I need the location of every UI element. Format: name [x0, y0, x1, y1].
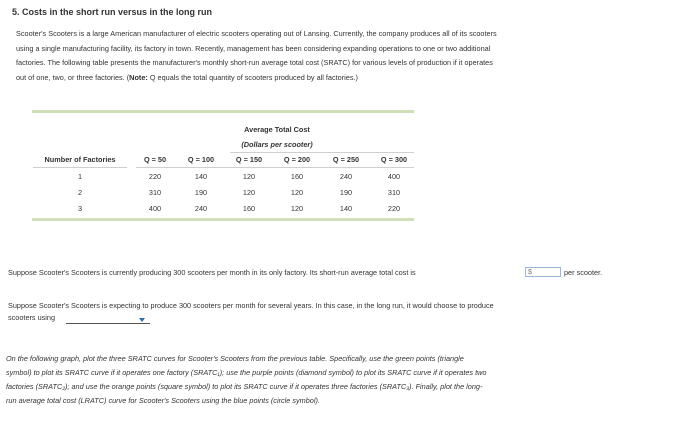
table-row-label: 3	[77, 204, 83, 213]
intro-text: Q equals the total quantity of scooters produced by all factories.)	[147, 72, 358, 82]
chevron-down-icon[interactable]	[139, 318, 145, 322]
table-cell: 190	[339, 188, 353, 197]
srac-answer-input[interactable]: $	[525, 267, 561, 277]
graph-instructions	[6, 352, 626, 408]
table-row-label: 1	[77, 172, 83, 181]
instructions-line: factories (SRATC₂); and use the orange points (square symbol) to plot its SRATC curve if it operates three factories (SRATC₃). Finally, plot the long-	[6, 382, 483, 391]
table-column-header: Q = 300	[380, 155, 408, 164]
table-cell: 190	[194, 188, 208, 197]
q1-text: Suppose Scooter's Scooters is currently producing 300 scooters per month in its only factory. Its short-run average total cost is	[8, 268, 416, 277]
table-cell: 140	[339, 204, 353, 213]
table-column-header: Q = 100	[187, 155, 215, 164]
intro-text: out of one, two, or three factories. (	[16, 72, 130, 82]
instructions-line: run average total cost (LRATC) curve for Scooter's Scooters using the blue points (circle symbol).	[6, 396, 320, 405]
table-cell: 160	[290, 172, 304, 181]
table-cell: 240	[194, 204, 208, 213]
instructions-line: symbol) to plot its SRATC curve if it operates one factory (SRATC₁); use the purple points (diamond symbol) to plot its SRATC curve if it operates two	[6, 368, 487, 377]
table-header-underline	[33, 167, 127, 168]
intro-line	[16, 71, 616, 86]
table-cell: 120	[290, 204, 304, 213]
q1-suffix: per scooter.	[564, 268, 603, 277]
table-column-header: Q = 150	[235, 155, 263, 164]
table-cell: 310	[148, 188, 162, 197]
intro-line: Scooter's Scooters is a large American manufacturer of electric scooters operating out of Lansing. Currently, the company produces all of its scooters	[16, 29, 497, 38]
table-row-label: 2	[77, 188, 83, 197]
table-cell: 400	[148, 204, 162, 213]
factories-dropdown[interactable]	[66, 313, 150, 324]
intro-line: using a single manufacturing facility, its factory in town. Recently, management has been considering expanding operations to one or two additional	[16, 43, 491, 53]
table-cell: 240	[339, 172, 353, 181]
table-cell: 120	[290, 188, 304, 197]
table-cell: 160	[242, 204, 256, 213]
note-label: Note:	[129, 72, 148, 82]
table-header-divider	[230, 152, 414, 153]
table-cell: 120	[242, 188, 256, 197]
table-group-subheader: (Dollars per scooter)	[241, 140, 313, 149]
table-top-rule	[32, 110, 414, 113]
instructions-line: On the following graph, plot the three SRATC curves for Scooter's Scooters from the previous table. Specifically, use the green points (triangle	[6, 354, 464, 363]
table-column-header: Q = 50	[143, 155, 167, 164]
table-group-header: Average Total Cost	[244, 125, 310, 134]
question-title: 5. Costs in the short run versus in the long run	[12, 7, 213, 17]
table-bottom-rule	[32, 218, 414, 221]
table-cell: 310	[387, 188, 401, 197]
table-cell: 140	[194, 172, 208, 181]
table-header-underline	[136, 167, 414, 168]
table-cell: 220	[148, 172, 162, 181]
table-column-header: Q = 250	[332, 155, 360, 164]
intro-paragraph	[16, 27, 616, 85]
table-column-header: Q = 200	[283, 155, 311, 164]
q2-text-2: scooters using	[8, 313, 56, 322]
table-cell: 220	[387, 204, 401, 213]
q2-text: Suppose Scooter's Scooters is expecting to produce 300 scooters per month for several years. In this case, in the long run, it would choose to produce	[8, 301, 494, 310]
table-cell: 120	[242, 172, 256, 181]
table-row-header: Number of Factories	[44, 155, 116, 164]
table-cell: 400	[387, 172, 401, 181]
intro-line: factories. The following table presents the manufacturer's monthly short-run average total cost (SRATC) for various levels of production if it operates	[16, 58, 493, 67]
